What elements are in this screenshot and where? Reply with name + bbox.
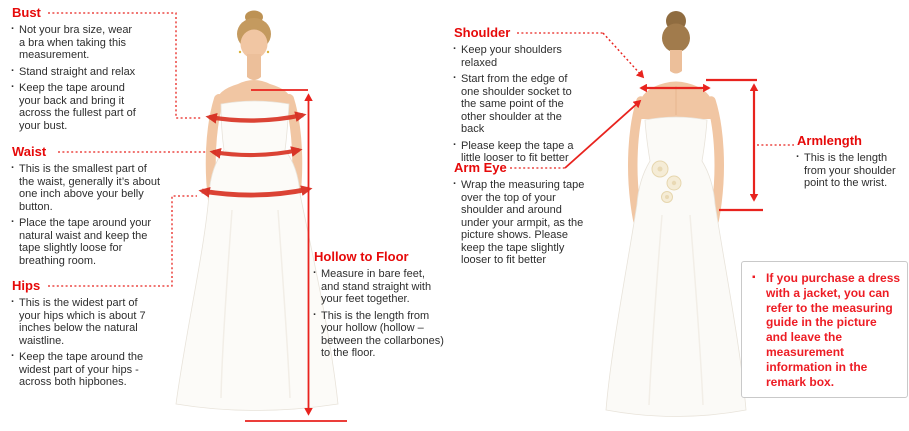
bullet-item bbox=[10, 163, 162, 213]
bullet-dot: · bbox=[313, 308, 317, 321]
bullet-text: This is the widest part of your hips which is about 7 inches below the natural waistline. bbox=[19, 297, 146, 347]
bullet-dot: · bbox=[453, 43, 457, 55]
bullet-dot: · bbox=[313, 267, 317, 279]
section-title: Hollow to Floor bbox=[314, 249, 409, 264]
bullet-item bbox=[10, 351, 156, 389]
section-armlength bbox=[795, 134, 901, 194]
bullet-item bbox=[312, 268, 445, 306]
bullet-text: Start from the edge of one shoulder socket to the same point of the other shoulder at the back bbox=[461, 73, 572, 135]
bullet-dot: · bbox=[453, 178, 457, 190]
bullet-item bbox=[10, 66, 136, 79]
bullet-dot: · bbox=[453, 138, 457, 151]
bullet-item bbox=[10, 82, 136, 132]
bullet-text: Keep the tape around your back and bring it across the fullest part of your bust. bbox=[19, 82, 136, 132]
bullet-dot: · bbox=[796, 151, 800, 163]
back-dress bbox=[606, 117, 746, 417]
bullet-dot: · bbox=[11, 64, 15, 77]
section-hips bbox=[10, 279, 156, 393]
section-arm-eye bbox=[452, 161, 588, 271]
bullet-item bbox=[452, 44, 582, 69]
bullet-text: Measure in bare feet, and stand straight with your feet together. bbox=[321, 268, 432, 305]
section-waist bbox=[10, 145, 162, 271]
section-title: Hips bbox=[12, 278, 41, 293]
note-text: If you purchase a dress with a jacket, you can refer to the measuring guide in the picture and leave the measurement information in the remark box. bbox=[766, 271, 901, 389]
bullet-item bbox=[312, 310, 445, 360]
bullet-item bbox=[452, 179, 588, 267]
section-bust bbox=[10, 6, 136, 136]
bullet-text: Keep your shoulders relaxed bbox=[461, 44, 562, 69]
section-title: Waist bbox=[12, 144, 47, 159]
bullet-text: Please keep the tape a little looser to fit better bbox=[461, 139, 574, 164]
bullet-item bbox=[795, 152, 901, 190]
section-title: Arm Eye bbox=[454, 160, 507, 175]
bullet-text: Stand straight and relax bbox=[19, 65, 136, 78]
bullet-text: This is the smallest part of the waist, generally it’s about one inch above your belly button. bbox=[19, 163, 161, 213]
section-title: Shoulder bbox=[454, 25, 511, 40]
bullet-text: Place the tape around your natural waist and keep the tape slightly loose for breathing room. bbox=[19, 217, 152, 267]
bullet-text: This is the length from your hollow (hollow – between the collarbones) to the floor. bbox=[321, 309, 444, 359]
bullet-dot: · bbox=[11, 81, 15, 93]
bullet-dot: · bbox=[11, 296, 15, 308]
bullet-text: This is the length from your shoulder point to the wrist. bbox=[804, 152, 896, 189]
bullet-text: Not your bra size, wear a bra when taking this measurement. bbox=[19, 24, 133, 61]
bullet-item bbox=[452, 73, 582, 136]
bullet-dot: · bbox=[11, 350, 15, 362]
note-square-bullet: ▪ bbox=[752, 272, 756, 283]
bullet-item bbox=[10, 297, 156, 347]
section-hollow-to-floor bbox=[312, 250, 445, 364]
bullet-text: Keep the tape around the widest part of your hips - across both hipbones. bbox=[19, 351, 144, 388]
section-title: Bust bbox=[12, 5, 41, 20]
bullet-dot: · bbox=[11, 23, 15, 35]
bullet-dot: · bbox=[11, 162, 15, 174]
bullet-item bbox=[10, 217, 162, 267]
back-model-figure bbox=[606, 11, 746, 417]
bullet-dot: · bbox=[11, 216, 15, 228]
section-shoulder bbox=[452, 26, 582, 169]
jacket-note-box bbox=[741, 261, 908, 398]
shoulder-pointer-arrow bbox=[603, 33, 643, 77]
section-title: Armlength bbox=[797, 133, 862, 148]
bullet-text: Wrap the measuring tape over the top of your shoulder and around under your armpit, as the picture shows. Please keep the tape slightly looser to fit better bbox=[461, 179, 585, 266]
bullet-item bbox=[10, 24, 136, 62]
bullet-dot: · bbox=[453, 72, 457, 84]
